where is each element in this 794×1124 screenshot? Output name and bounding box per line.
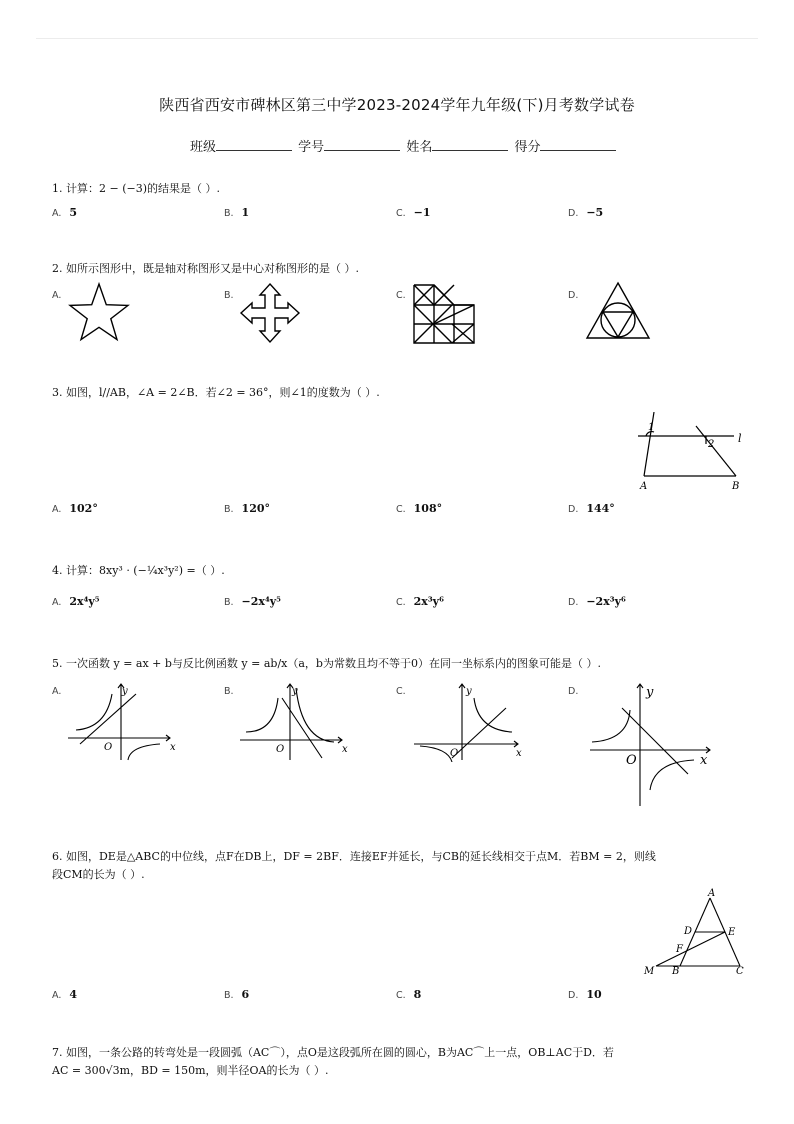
question-5-stem: 5. 一次函数 y = ax + b与反比例函数 y = ab/x（a，b为常数且均不等于0）在同一坐标系内的图象可能是（ ）. <box>52 657 601 670</box>
q2-option-b[interactable]: B. <box>224 290 234 301</box>
q5c-origin-label: O <box>450 748 459 759</box>
header-rule <box>36 38 758 39</box>
class-blank <box>216 138 292 151</box>
class-label: 班级 <box>190 140 217 155</box>
q3-option-b[interactable]: B. 120° <box>224 502 271 515</box>
q1-option-d[interactable]: D. −5 <box>568 206 604 219</box>
student-info <box>190 136 618 155</box>
q2-option-a[interactable]: A. <box>52 290 62 301</box>
question-3-stem: 3. 如图，l//AB，∠A = 2∠B．若∠2 = 36°，则∠1的度数为（ ）. <box>52 386 380 399</box>
question-4-stem: 4. 计算：8xy³ · (−¼x³y²) =（ ）. <box>52 564 225 577</box>
q6-point-d: D <box>684 926 693 937</box>
q2-option-d[interactable]: D. <box>568 290 579 301</box>
number-label: 学号 <box>298 140 325 155</box>
q6-point-b: B <box>672 966 680 977</box>
q6-point-c: C <box>736 966 744 977</box>
q5b-x-label: x <box>342 744 348 755</box>
q6-point-e: E <box>728 927 736 938</box>
q6-option-a[interactable]: A. 4 <box>52 988 78 1001</box>
q3-option-c[interactable]: C. 108° <box>396 502 443 515</box>
name-blank <box>432 138 508 151</box>
q4-option-a[interactable]: A. 2x⁴y⁵ <box>52 595 100 608</box>
star-figure <box>66 282 132 344</box>
q1-option-a[interactable]: A. 5 <box>52 206 78 219</box>
q6-point-f: F <box>676 944 683 955</box>
q5d-origin-label: O <box>626 753 637 768</box>
q5-graph-b <box>238 678 350 762</box>
q5d-x-label: x <box>700 753 708 768</box>
question-6-stem: 6. 如图，DE是△ABC的中位线，点F在DB上，DF = 2BF．连接EF并延长，与CB的延长线相交于点M．若BM = 2，则线 <box>52 850 656 863</box>
q5b-origin-label: O <box>276 744 285 755</box>
line-l-label: l <box>738 432 742 445</box>
question-7-stem-line2: AC = 300√3m，BD = 150m，则半径OA的长为（ ）. <box>52 1064 329 1077</box>
square-pattern-figure <box>412 283 476 345</box>
q5c-y-label: y <box>466 686 472 697</box>
q6-figure <box>642 886 750 978</box>
q4-option-c[interactable]: C. 2x³y⁶ <box>396 595 444 608</box>
question-7-stem: 7. 如图，一条公路的转弯处是一段圆弧（AC⌒），点O是这段弧所在圆的圆心，B为AC⌒上一点，OB⊥AC于D．若 <box>52 1046 614 1059</box>
triangle-circle-figure <box>583 280 653 344</box>
q6-option-c[interactable]: C. 8 <box>396 988 422 1001</box>
q5-graph-d <box>584 678 714 808</box>
name-label: 姓名 <box>406 140 433 155</box>
q5a-x-label: x <box>170 742 176 753</box>
q6-point-m: M <box>644 966 655 977</box>
angle-1-label: 1 <box>648 422 655 433</box>
q1-option-c[interactable]: C. −1 <box>396 206 431 219</box>
q5-option-a[interactable]: A. <box>52 686 62 697</box>
question-1-stem: 1. 计算：2 − (−3)的结果是（ ）. <box>52 182 220 195</box>
q4-option-b[interactable]: B. −2x⁴y⁵ <box>224 595 282 608</box>
angle-2-label: 2 <box>708 439 715 450</box>
q1-option-b[interactable]: B. 1 <box>224 206 250 219</box>
score-blank <box>540 138 616 151</box>
q5-option-d[interactable]: D. <box>568 686 579 697</box>
number-blank <box>324 138 400 151</box>
q5d-y-label: y <box>646 685 654 700</box>
q5-option-c[interactable]: C. <box>396 686 406 697</box>
q5-graph-a <box>66 678 178 762</box>
point-b-label: B <box>732 481 740 492</box>
q5-option-b[interactable]: B. <box>224 686 234 697</box>
four-arrow-figure <box>238 282 302 344</box>
q5a-origin-label: O <box>104 742 113 753</box>
q2-option-c[interactable]: C. <box>396 290 406 301</box>
q5b-y-label: y <box>292 686 298 697</box>
q5c-x-label: x <box>516 748 522 759</box>
point-a-label: A <box>640 481 648 492</box>
q3-option-d[interactable]: D. 144° <box>568 502 615 515</box>
q4-option-d[interactable]: D. −2x³y⁶ <box>568 595 626 608</box>
score-label: 得分 <box>514 140 541 155</box>
q6-option-d[interactable]: D. 10 <box>568 988 602 1001</box>
page-title: 陕西省西安市碑林区第三中学2023-2024学年九年级(下)月考数学试卷 <box>159 96 635 114</box>
q5-graph-c <box>412 678 524 762</box>
question-2-stem: 2. 如所示图形中，既是轴对称图形又是中心对称图形的是（ ）. <box>52 262 359 275</box>
q6-point-a: A <box>708 888 716 899</box>
q3-option-a[interactable]: A. 102° <box>52 502 98 515</box>
q6-option-b[interactable]: B. 6 <box>224 988 250 1001</box>
q5a-y-label: y <box>122 686 128 697</box>
q3-figure <box>632 412 752 492</box>
question-6-stem-line2: 段CM的长为（ ）. <box>52 868 145 881</box>
